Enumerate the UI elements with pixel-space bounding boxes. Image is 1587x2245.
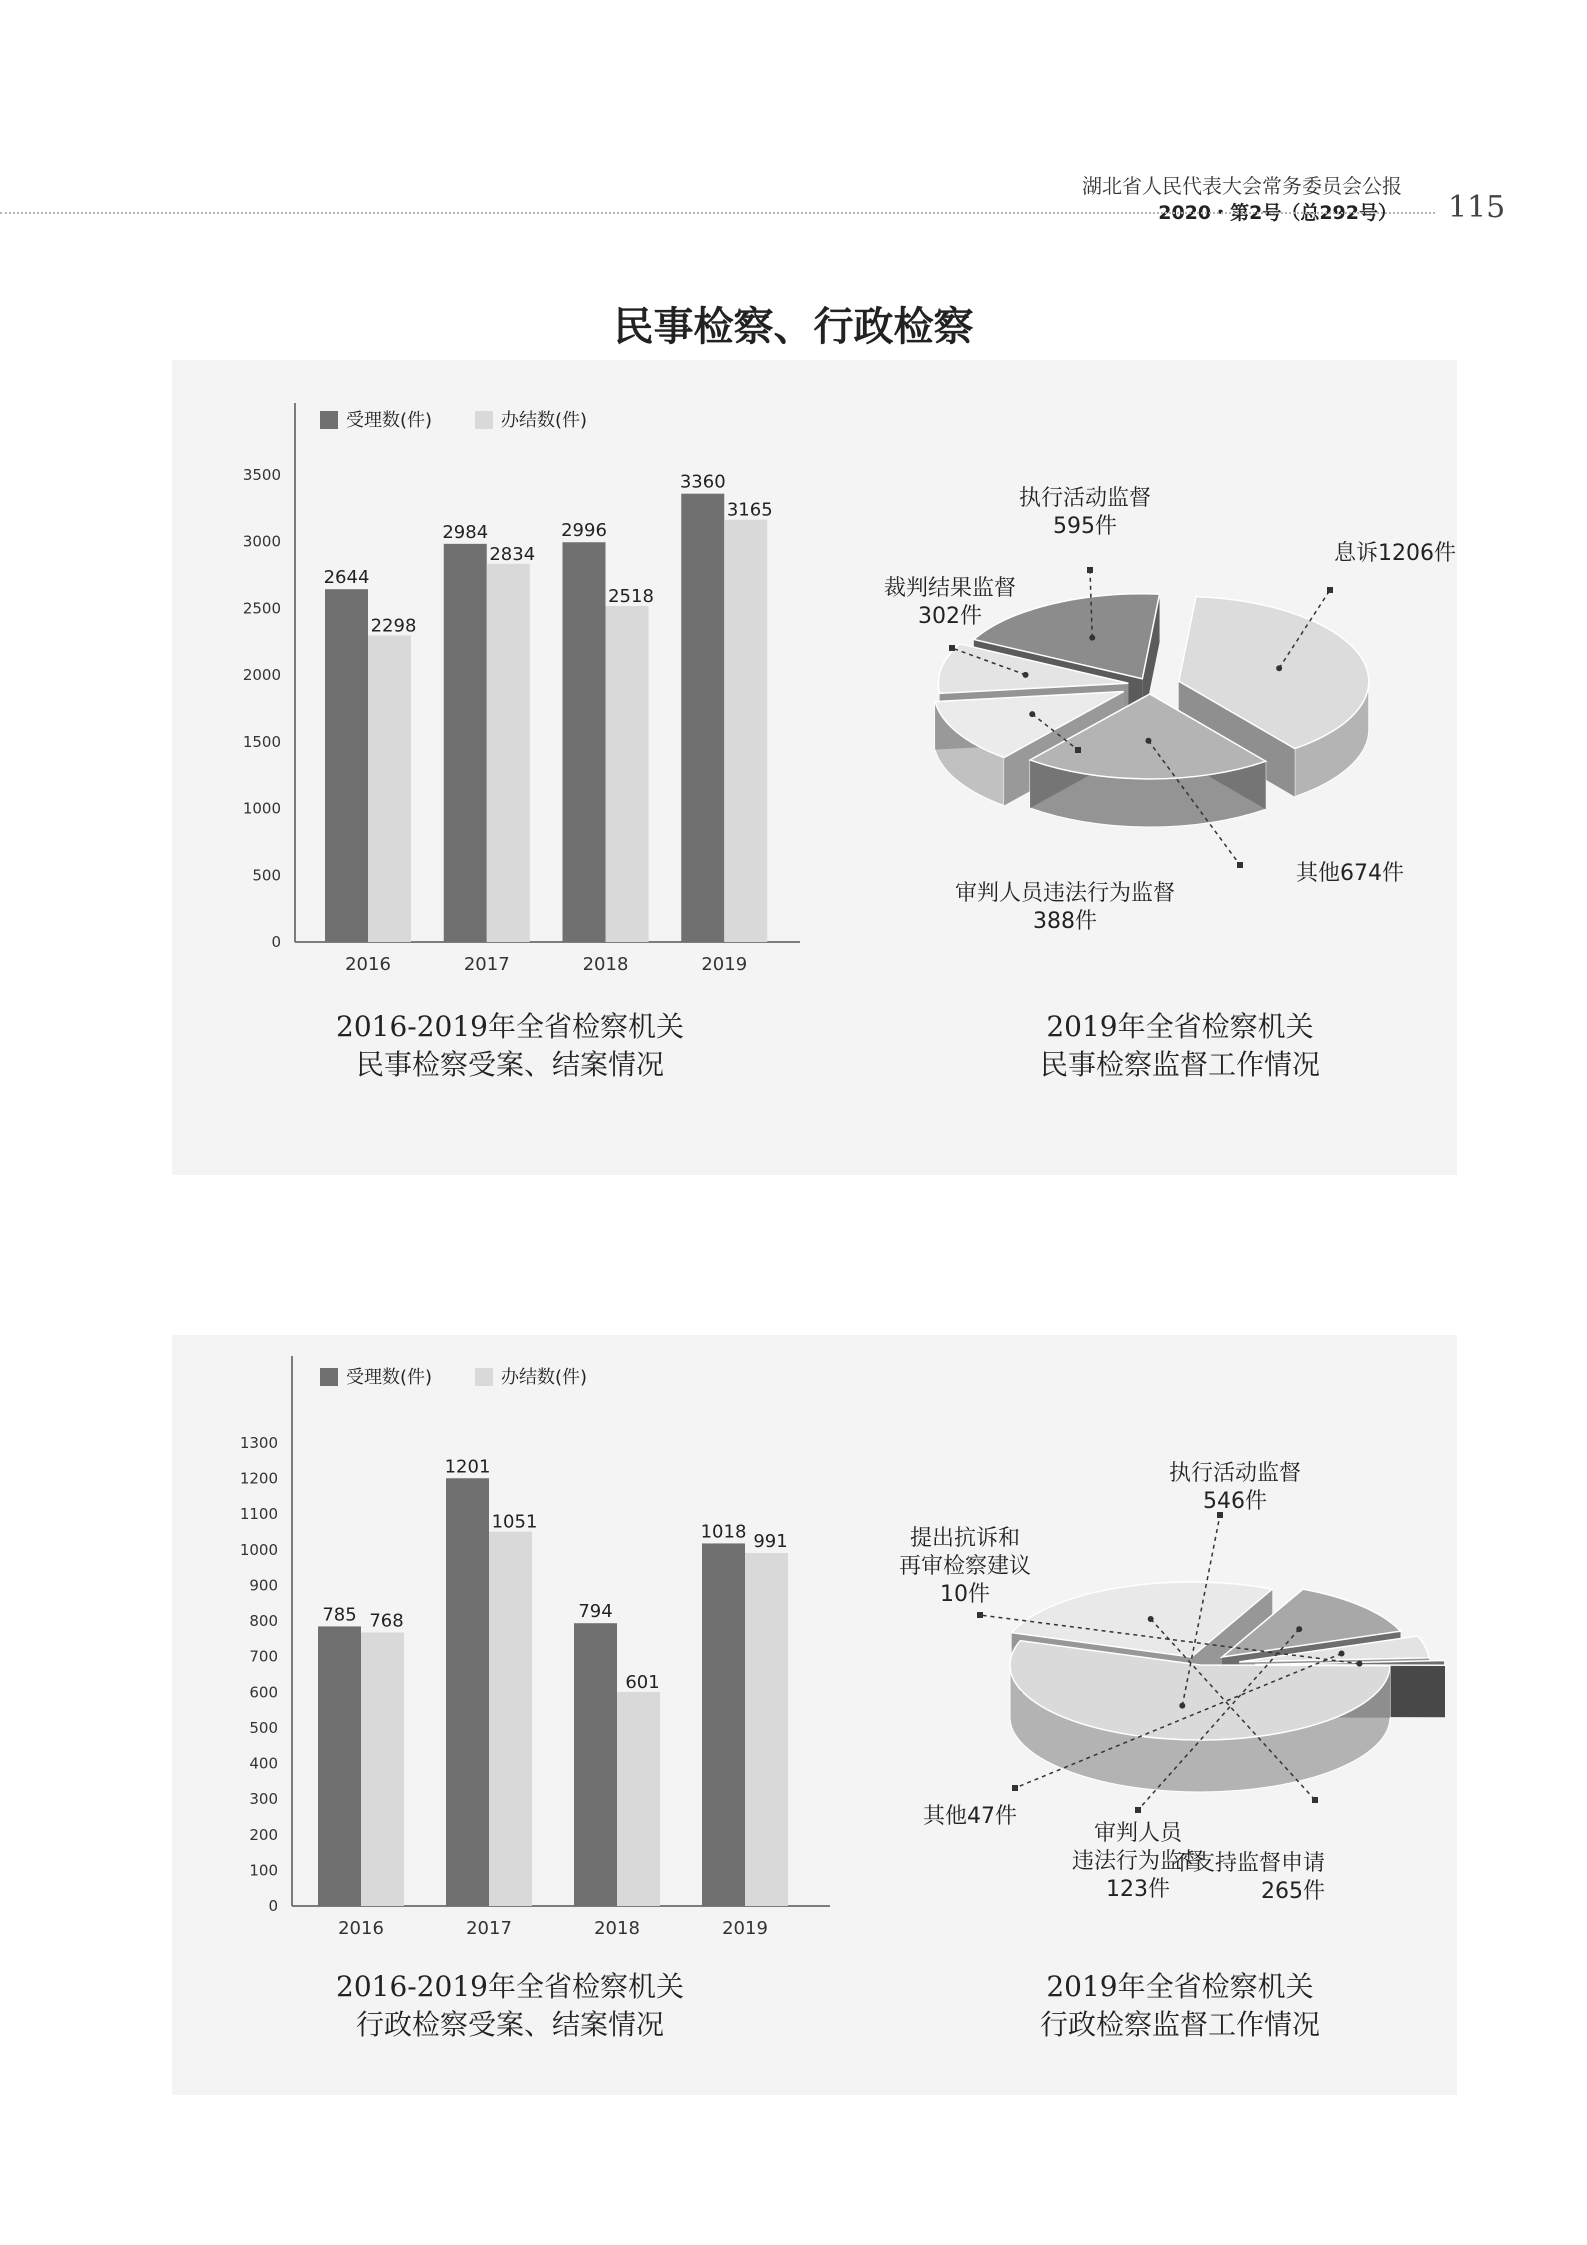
y-tick-label: 1300 bbox=[239, 1434, 278, 1452]
slice-label: 裁判结果监督 bbox=[883, 576, 1017, 601]
y-tick-label: 3500 bbox=[242, 466, 281, 484]
leader-dot bbox=[1179, 1703, 1185, 1709]
data-label: 3165 bbox=[726, 499, 773, 521]
leader-dot bbox=[1029, 711, 1035, 717]
slice-label: 执行活动监督 bbox=[1018, 486, 1152, 511]
y-tick-label: 400 bbox=[249, 1754, 278, 1773]
legend-label: 办结数(件) bbox=[501, 1367, 588, 1388]
civil-supervision-pie-chart bbox=[840, 470, 1456, 950]
y-tick-label: 600 bbox=[249, 1683, 278, 1702]
y-tick-label: 700 bbox=[249, 1647, 278, 1666]
y-tick-label: 200 bbox=[249, 1825, 278, 1844]
administrative-bar-caption bbox=[290, 1968, 730, 2044]
bar bbox=[681, 494, 724, 942]
leader-end bbox=[1135, 1807, 1141, 1813]
slice-label: 546件 bbox=[1203, 1489, 1267, 1514]
slice-label: 审判人员 bbox=[1093, 1821, 1183, 1846]
slice-label: 265件 bbox=[1261, 1879, 1325, 1904]
caption-line-2: 行政检察监督工作情况 bbox=[1039, 2008, 1320, 2041]
data-label: 768 bbox=[369, 1610, 404, 1632]
page-title: 民事检察、行政检察 bbox=[613, 303, 974, 350]
data-label: 785 bbox=[322, 1604, 357, 1626]
bar bbox=[574, 1623, 617, 1906]
slice-label: 不支持监督申请 bbox=[1170, 1851, 1325, 1876]
bar bbox=[563, 542, 606, 942]
legend-swatch bbox=[320, 1368, 338, 1386]
slice-label: 提出抗诉和 bbox=[909, 1526, 1021, 1551]
caption-line-1: 2016-2019年全省检察机关 bbox=[336, 1010, 684, 1043]
data-label: 794 bbox=[578, 1601, 613, 1623]
y-tick-label: 1000 bbox=[239, 1540, 278, 1559]
data-label: 2298 bbox=[370, 615, 417, 637]
slice-label: 违法行为监督 bbox=[1071, 1849, 1205, 1874]
leader-dot bbox=[1023, 672, 1029, 678]
y-tick-label: 2500 bbox=[242, 599, 281, 618]
legend-label: 受理数(件) bbox=[346, 1367, 433, 1388]
slice-label: 息诉1206件 bbox=[1334, 541, 1456, 566]
slice-label: 其他674件 bbox=[1296, 861, 1404, 886]
caption-line-2: 民事检察监督工作情况 bbox=[1039, 1048, 1320, 1081]
slice-label: 10件 bbox=[940, 1582, 990, 1607]
leader-dot bbox=[1089, 635, 1095, 641]
y-tick-label: 2000 bbox=[242, 666, 281, 685]
x-tick-label: 2019 bbox=[701, 954, 748, 975]
issue-number: 2020・第2号（总292号） bbox=[1158, 202, 1397, 224]
bar bbox=[446, 1478, 489, 1906]
legend-label: 办结数(件) bbox=[501, 410, 588, 431]
bar bbox=[702, 1543, 745, 1906]
slice-label: 再审检察建议 bbox=[898, 1554, 1032, 1579]
bar bbox=[606, 606, 649, 942]
data-label: 1201 bbox=[444, 1456, 491, 1478]
leader-end bbox=[1327, 587, 1333, 593]
bar bbox=[444, 544, 487, 942]
data-label: 2996 bbox=[561, 520, 607, 542]
legend-swatch bbox=[320, 411, 338, 429]
leader-dot bbox=[1296, 1626, 1302, 1632]
leader-dot bbox=[1148, 1616, 1154, 1622]
administrative-bar-chart bbox=[230, 1352, 840, 1942]
leader-dot bbox=[1145, 738, 1151, 744]
data-label: 1018 bbox=[700, 1521, 747, 1543]
data-label: 2984 bbox=[442, 521, 489, 543]
bar bbox=[487, 564, 530, 942]
y-tick-label: 3000 bbox=[242, 532, 281, 551]
bar bbox=[489, 1532, 532, 1906]
page-number: 115 bbox=[1448, 190, 1506, 225]
slice-label: 审判人员违法行为监督 bbox=[954, 881, 1176, 906]
caption-line-2: 民事检察受案、结案情况 bbox=[355, 1048, 664, 1081]
bar bbox=[745, 1553, 788, 1906]
leader-end bbox=[949, 645, 955, 651]
data-label: 2644 bbox=[323, 567, 370, 589]
civil-bar-caption bbox=[290, 1008, 730, 1084]
x-tick-label: 2016 bbox=[345, 954, 391, 975]
x-tick-label: 2017 bbox=[466, 1918, 512, 1939]
y-tick-label: 100 bbox=[249, 1861, 278, 1880]
leader-dot bbox=[1276, 665, 1282, 671]
caption-line-2: 行政检察受案、结案情况 bbox=[355, 2008, 664, 2041]
caption-line-1: 2019年全省检察机关 bbox=[1046, 1010, 1314, 1043]
x-tick-label: 2016 bbox=[338, 1918, 384, 1939]
y-tick-label: 1100 bbox=[239, 1505, 278, 1524]
y-tick-label: 800 bbox=[249, 1612, 278, 1631]
slice-label: 595件 bbox=[1053, 514, 1117, 539]
caption-line-1: 2019年全省检察机关 bbox=[1046, 1970, 1314, 2003]
civil-bar-chart bbox=[230, 395, 830, 985]
header-divider bbox=[0, 212, 1435, 214]
bar bbox=[368, 635, 411, 942]
data-label: 2834 bbox=[489, 543, 536, 565]
y-tick-label: 1500 bbox=[242, 732, 281, 751]
data-label: 991 bbox=[753, 1531, 788, 1553]
caption-line-1: 2016-2019年全省检察机关 bbox=[336, 1970, 684, 2003]
slice-label: 302件 bbox=[918, 604, 982, 629]
y-tick-label: 300 bbox=[249, 1790, 278, 1809]
legend-swatch bbox=[475, 1368, 493, 1386]
leader-end bbox=[1237, 862, 1243, 868]
leader-end bbox=[1312, 1797, 1318, 1803]
data-label: 1051 bbox=[491, 1511, 538, 1533]
bar bbox=[724, 520, 767, 942]
legend-swatch bbox=[475, 411, 493, 429]
slice-label: 388件 bbox=[1033, 909, 1097, 934]
y-tick-label: 1200 bbox=[239, 1469, 278, 1488]
legend-label: 受理数(件) bbox=[346, 410, 433, 431]
y-tick-label: 1000 bbox=[242, 799, 281, 818]
bar bbox=[318, 1626, 361, 1906]
leader-end bbox=[1075, 747, 1081, 753]
data-label: 601 bbox=[625, 1671, 660, 1693]
slice-label: 执行活动监督 bbox=[1168, 1461, 1302, 1486]
bar bbox=[325, 589, 368, 942]
x-tick-label: 2017 bbox=[463, 954, 510, 975]
y-tick-label: 0 bbox=[268, 1897, 278, 1915]
administrative-pie-caption bbox=[960, 1968, 1400, 2044]
x-tick-label: 2018 bbox=[594, 1918, 640, 1939]
leader-end bbox=[1012, 1785, 1018, 1791]
administrative-supervision-pie-chart bbox=[870, 1440, 1440, 1920]
y-tick-label: 500 bbox=[249, 1718, 278, 1737]
bar bbox=[617, 1692, 660, 1906]
leader-end bbox=[1087, 567, 1093, 573]
slice-label: 其他47件 bbox=[923, 1804, 1017, 1829]
bar bbox=[361, 1632, 404, 1906]
leader-dot bbox=[1339, 1651, 1345, 1657]
data-label: 2518 bbox=[608, 586, 654, 608]
y-tick-label: 0 bbox=[271, 933, 281, 951]
x-tick-label: 2019 bbox=[722, 1918, 768, 1939]
civil-pie-caption bbox=[960, 1008, 1400, 1084]
data-label: 3360 bbox=[679, 471, 726, 493]
y-tick-label: 900 bbox=[249, 1576, 278, 1595]
slice-label: 123件 bbox=[1106, 1877, 1170, 1902]
y-tick-label: 500 bbox=[252, 866, 281, 885]
journal-title: 湖北省人民代表大会常务委员会公报 bbox=[1082, 174, 1402, 198]
leader-end bbox=[977, 1612, 983, 1618]
x-tick-label: 2018 bbox=[582, 954, 629, 975]
leader-dot bbox=[1356, 1661, 1362, 1667]
